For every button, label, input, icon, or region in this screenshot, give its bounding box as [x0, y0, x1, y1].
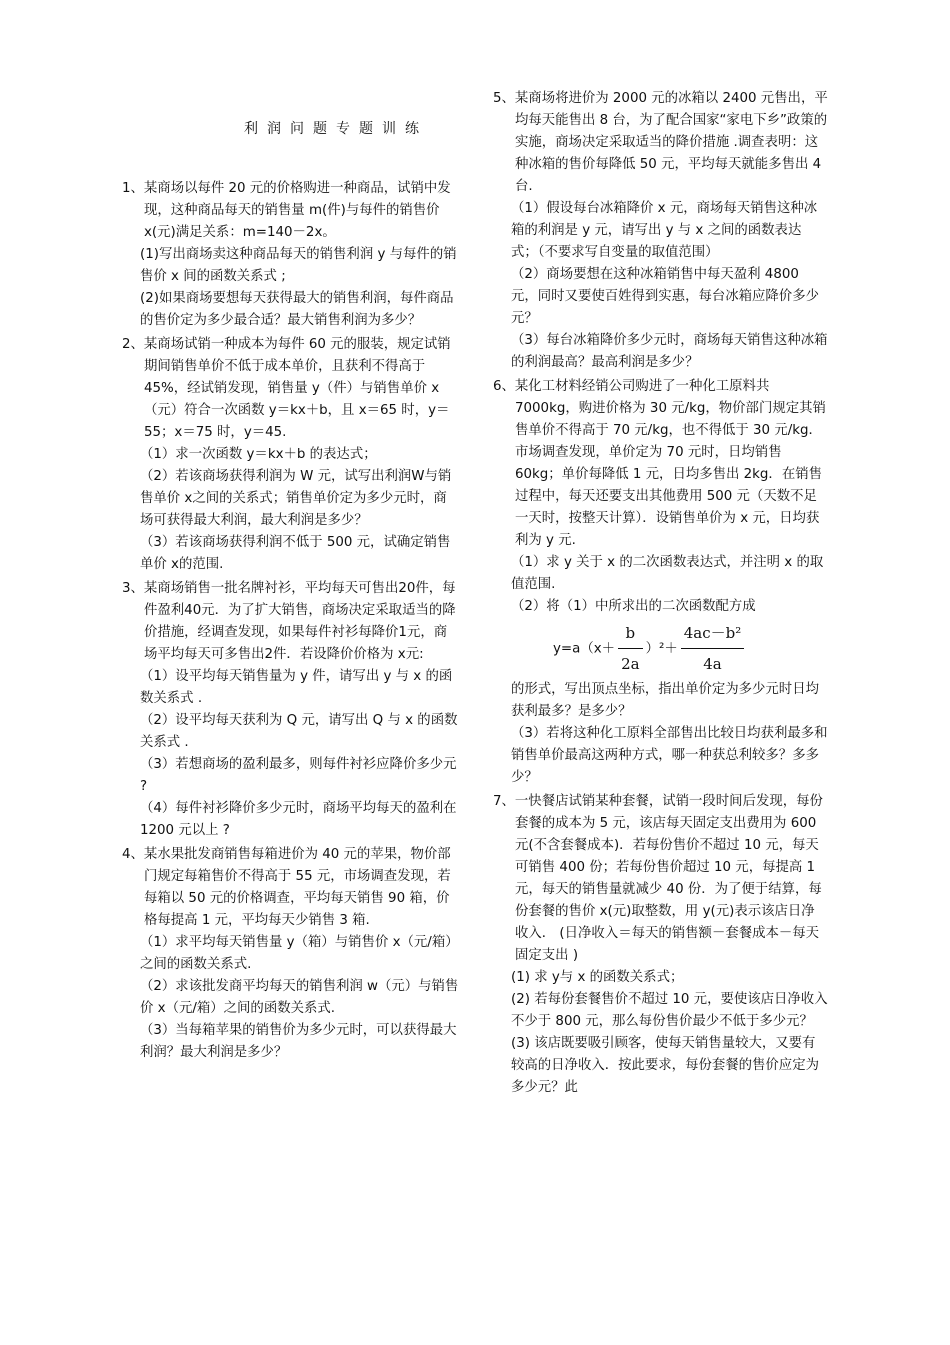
sub-question: （3）每台冰箱降价多少元时，商场每天销售这种冰箱的利润最高？最高利润是多少？ [511, 333, 828, 370]
sub-question: （1）求 y 关于 x 的二次函数表达式，并注明 x 的取值范围. [511, 555, 824, 592]
problem-stem: 3、某商场销售一批名牌衬衫，平均每天可售出20件，每件盈利40元．为了扩大销售，商场决定采取适当的降价措施，经调查发现，如果每件衬衫每降价1元，商场平均每天可多售出2件．若设降价价格为 x元: [122, 581, 456, 662]
sub-question: （2）若该商场获得利润为 W 元，试写出利润W与销售单价 x之间的关系式；销售单价定为多少元时，商场可获得最大利润，最大利润是多少？ [140, 469, 452, 528]
sub-question: （1）求平均每天销售量 y（箱）与销售价 x（元/箱）之间的函数关系式. [140, 935, 459, 972]
sub-question: （1）设平均每天销售量为 y 件，请写出 y 与 x 的函数关系式 . [140, 669, 453, 706]
sub-question: （3）当每箱苹果的销售价为多少元时，可以获得最大利润？最大利润是多少？ [140, 1023, 457, 1060]
sub-question: （3）若将这种化工原料全部售出比较日均获利最多和销售单价最高这两种方式，哪一种获总利较多？多多少？ [511, 726, 828, 785]
problem-6 [493, 376, 828, 789]
left-column [122, 90, 460, 1066]
vertex-form-formula [493, 618, 828, 679]
sub-question: （1）假设每台冰箱降价 x 元，商场每天销售这种冰箱的利润是 y 元，请写出 y 与 x 之间的函数表达式；（不要求写自变量的取值范围） [511, 201, 818, 260]
fraction-denominator: 4a [703, 655, 722, 673]
problem-3 [122, 578, 460, 842]
fraction-numerator: b [618, 618, 643, 649]
sub-question: （1）求一次函数 y＝kx＋b 的表达式； [140, 447, 377, 462]
problem-stem: 4、某水果批发商销售每箱进价为 40 元的苹果，物价部门规定每箱售价不得高于 55 元，市场调查发现，若每箱以 50 元的价格调查，平均每天销售 90 箱，价格每提高 1 元，平均每天少销售 3 箱. [122, 847, 451, 928]
sub-question: (2)如果商场要想每天获得最大的销售利润，每件商品的售价定为多少最合适？最大销售利润为多少？ [140, 291, 454, 328]
sub-question: （3）若想商场的盈利最多，则每件衬衫应降价多少元 ? [140, 757, 457, 794]
sub-question: (3) 该店既要吸引顾客，使每天销售量较大，又要有较高的日净收入．按此要求，每份套餐的售价应定为多少元？此 [511, 1036, 819, 1095]
problem-stem: 1、某商场以每件 20 元的价格购进一种商品，试销中发现，这种商品每天的销售量 m(件)与每件的销售价 x(元)满足关系：m=140－2x。 [122, 181, 451, 240]
sub-question: (1)写出商场卖这种商品每天的销售利润 y 与每件的销售价 x 间的函数关系式 ; [140, 247, 457, 284]
problem-stem: 5、某商场将进价为 2000 元的冰箱以 2400 元售出，平均每天能售出 8 台，为了配合国家“家电下乡”政策的实施，商场决定采取适当的降价措施 .调查表明：这种冰箱的售价每降低 50 元，平均每天就能多售出 4 台. [493, 91, 828, 194]
fraction-4ac-b2-over-4a [681, 618, 745, 679]
sub-question: (2) 若每份套餐售价不超过 10 元，要使该店日净收入不少于 800 元，那么每份售价最少不低于多少元？ [511, 992, 828, 1029]
problem-5 [493, 88, 828, 374]
problem-2 [122, 334, 460, 576]
problem-4 [122, 844, 460, 1064]
problem-stem: 7、一快餐店试销某种套餐，试销一段时间后发现，每份套餐的成本为 5 元，该店每天固定支出费用为 600 元(不含套餐成本)．若每份售价不超过 10 元，每天可销售 400 份；若每份售价超过 10 元，每提高 1 元，每天的销售量就减少 40 份．为了便于结算，每份套餐的售价 x(元)取整数，用 y(元)表示该店日净收入． (日净收入＝每天的销售额－套餐成本－每天固定支出 ) [493, 794, 823, 963]
fraction-denominator: 2a [621, 655, 640, 673]
problem-7 [493, 791, 828, 1099]
sub-question: 的形式，写出顶点坐标，指出单价定为多少元时日均获利最多？是多少？ [511, 682, 819, 719]
sub-question: （3）若该商场获得利润不低于 500 元，试确定销售单价 x的范围. [140, 535, 451, 572]
problem-1 [122, 178, 460, 332]
formula-middle: ）²＋ [645, 641, 678, 657]
fraction-numerator: 4ac－b² [681, 618, 745, 649]
formula-prefix: y=a（x＋ [553, 641, 616, 657]
sub-question: (1) 求 y与 x 的函数关系式； [511, 970, 684, 985]
page-title: 利润问题专题训练 [244, 121, 428, 137]
fraction-b-over-2a [618, 618, 643, 679]
right-column [493, 88, 828, 1101]
problem-stem: 6、某化工材料经销公司购进了一种化工原料共 7000kg，购进价格为 30 元/kg，物价部门规定其销售单价不得高于 70 元/kg，也不得低于 30 元/kg．市场调查发现，单价定为 70 元时，日均销售 60kg；单价每降低 1 元，日均多售出 2kg．在销售过程中，每天还要支出其他费用 500 元（天数不足一天时，按整天计算）．设销售单价为 x 元，日均获利为 y 元. [493, 379, 826, 548]
sub-question: （2）商场要想在这种冰箱销售中每天盈利 4800 元，同时又要使百姓得到实惠，每台冰箱应降价多少元？ [511, 267, 819, 326]
sub-question: （2）设平均每天获利为 Q 元，请写出 Q 与 x 的函数关系式 . [140, 713, 458, 750]
problem-stem: 2、某商场试销一种成本为每件 60 元的服装，规定试销期间销售单价不低于成本单价，且获利不得高于 45%，经试销发现，销售量 y（件）与销售单价 x（元）符合一次函数 y＝kx＋b，且 x＝65 时，y＝55；x＝75 时，y＝45. [122, 337, 451, 440]
sub-question: （2）将（1）中所求出的二次函数配方成 [511, 599, 756, 614]
sub-question: （2）求该批发商平均每天的销售利润 w（元）与销售价 x（元/箱）之间的函数关系式. [140, 979, 459, 1016]
sub-question: （4）每件衬衫降价多少元时，商场平均每天的盈利在 1200 元以上 ? [140, 801, 457, 838]
